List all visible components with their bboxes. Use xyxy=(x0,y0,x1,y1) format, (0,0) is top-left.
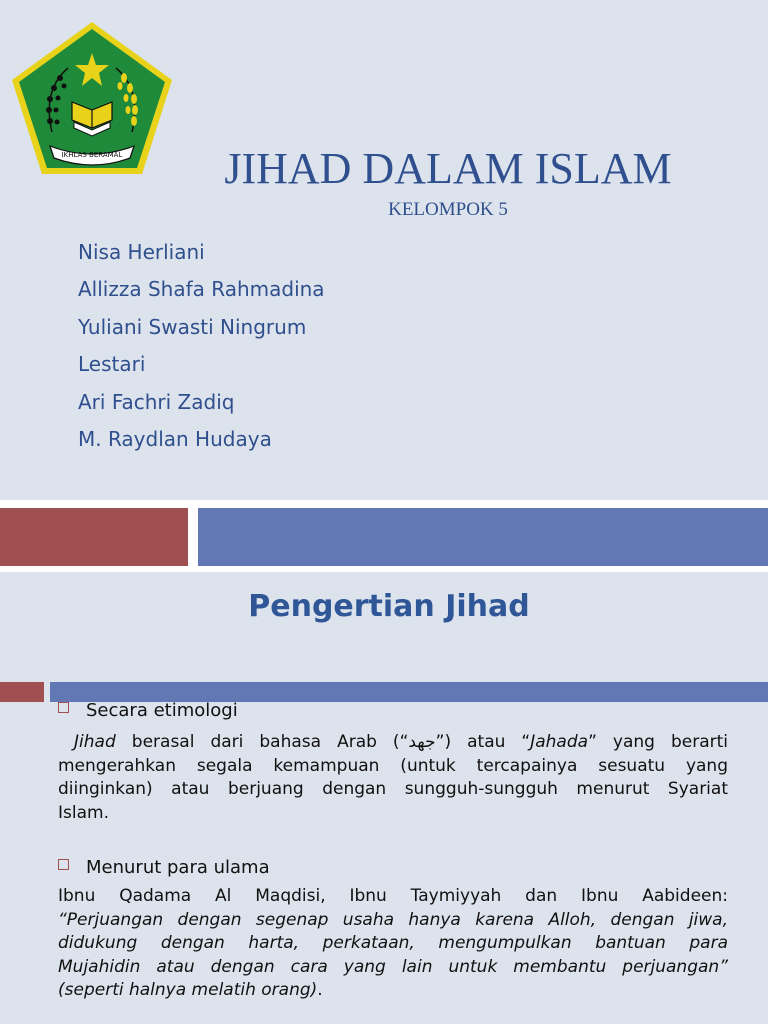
content-slide xyxy=(0,572,768,1024)
square-bullet-icon xyxy=(58,702,69,713)
slide-separator xyxy=(0,500,768,572)
member-name: Allizza Shafa Rahmadina xyxy=(78,277,325,302)
svg-text:IKHLAS BERAMAL: IKHLAS BERAMAL xyxy=(61,151,123,159)
header-bar-red xyxy=(0,682,44,702)
arabic-word: جهد xyxy=(408,732,436,752)
accent-bar-blue xyxy=(198,508,768,566)
title-slide xyxy=(0,0,768,500)
member-name: Nisa Herliani xyxy=(78,240,205,264)
square-bullet-icon xyxy=(58,859,69,870)
bullet-item xyxy=(58,699,238,723)
member-name: Yuliani Swasti Ningrum xyxy=(78,314,307,339)
member-name: Lestari xyxy=(78,352,146,377)
etymology-paragraph: Jihad berasal dari bahasa Arab (“جهد”) atau “Jahada” yang berarti mengerahkan segala kemampuan (untuk tercapainya sesuatu yang diinginkan) atau berjuang dengan sungguh-sungguh menurut Syariat Islam. xyxy=(58,732,728,823)
bullet-item xyxy=(58,856,270,880)
accent-bar-red xyxy=(0,508,188,566)
slide-heading: Pengertian Jihad xyxy=(248,589,530,624)
bullet-label: Menurut para ulama xyxy=(86,857,270,878)
member-list xyxy=(78,234,325,458)
bullet-label: Secara etimologi xyxy=(86,700,238,721)
member-name: Ari Fachri Zadiq xyxy=(78,389,235,414)
scholars-paragraph: Ibnu Qadama Al Maqdisi, Ibnu Taymiyyah dan Ibnu Aabideen: “Perjuangan dengan segenap usaha hanya karena Alloh, dengan jiwa, didukung dengan harta, perkataan, mengumpulkan bantuan para Mujahidin atau dengan cara yang lain untuk membantu perjuangan” (seperti halnya melatih orang). xyxy=(58,886,728,1000)
presentation-title: JIHAD DALAM ISLAM xyxy=(224,144,672,193)
presentation-subtitle: KELOMPOK 5 xyxy=(388,199,508,220)
member-name: M. Raydlan Hudaya xyxy=(78,426,272,451)
ministry-of-religious-affairs-logo xyxy=(10,20,174,176)
